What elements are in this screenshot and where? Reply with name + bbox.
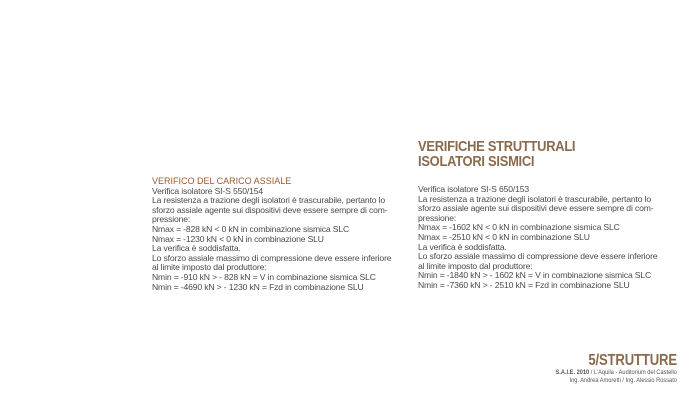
text-line: Nmin = -4690 kN > - 1230 kN = Fzd in combinazione SLU: [152, 281, 364, 292]
page-footer: [542, 352, 677, 384]
text-line: La verifica è soddisfatta.: [152, 243, 241, 254]
section-title: VERIFICO DEL CARICO ASSIALE: [152, 176, 292, 186]
page-heading: [418, 139, 575, 169]
text-line: Nmin = -910 kN > - 828 kN = V in combinazione sismica SLC: [152, 271, 376, 282]
right-column: [418, 185, 680, 291]
text-line: Nmax = -1602 kN < 0 kN in combinazione sismica SLC: [418, 222, 620, 233]
text-line: pressione:: [152, 214, 191, 225]
authors-line: Ing. Andrea Amoretti / Ing. Alessio Rossato: [569, 376, 677, 384]
text-line: al limite imposto dal produttore:: [152, 262, 267, 273]
text-line: La resistenza a trazione degli isolatori è trascurabile, pertanto lo: [152, 195, 385, 206]
project-line: [556, 369, 677, 377]
left-column: [152, 177, 398, 292]
text-line: Nmax = -828 kN < 0 kN in combinazione sismica SLC: [152, 223, 350, 234]
text-line: Lo sforzo assiale massimo di compressione deve essere inferiore: [418, 251, 658, 262]
project-place: / L'Aquila - Auditorium del Castello: [589, 369, 677, 376]
text-line: al limite imposto dal produttore:: [418, 260, 533, 271]
text-line: Verifica isolatore SI-S 550/154: [152, 185, 263, 196]
text-line: Nmin = -7360 kN > - 2510 kN = Fzd in combinazione SLU: [418, 279, 630, 290]
text-line: Lo sforzo assiale massimo di compressione deve essere inferiore: [152, 252, 392, 263]
text-line: sforzo assiale agente sui dispositivi deve essere sempre di com-: [418, 203, 654, 214]
text-line: Verifica isolatore SI-S 650/153: [418, 184, 529, 194]
text-line: Nmax = -2510 kN < 0 kN in combinazione SLU: [418, 231, 590, 242]
project-name: S.A.I.E. 2010: [555, 369, 590, 376]
section-label: 5/STRUTTURE: [588, 352, 677, 369]
text-line: Nmin = -1840 kN > - 1602 kN = V in combinazione sismica SLC: [418, 270, 652, 281]
text-line: sforzo assiale agente sui dispositivi deve essere sempre di com-: [152, 204, 388, 215]
text-line: La resistenza a trazione degli isolatori è trascurabile, pertanto lo: [418, 193, 651, 204]
text-line: Nmax = -1230 kN < 0 kN in combinazione SLU: [152, 233, 324, 244]
text-line: pressione:: [418, 212, 457, 223]
text-line: La verifica è soddisfatta.: [418, 241, 507, 252]
heading-line-1: VERIFICHE STRUTTURALI: [418, 138, 576, 155]
heading-line-2: ISOLATORI SISMICI: [418, 153, 535, 170]
